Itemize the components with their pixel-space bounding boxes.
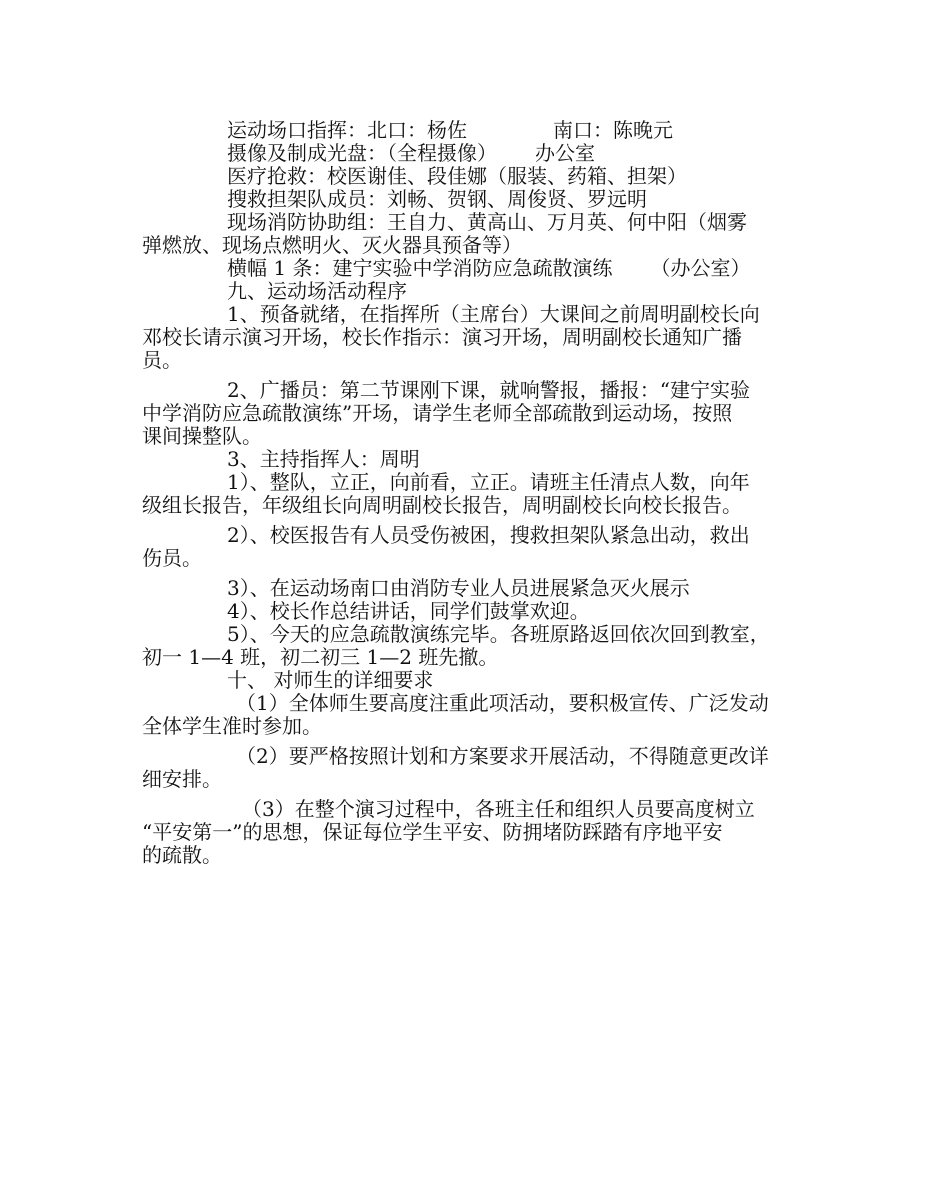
line-rescue-team: 搜救担架队成员：刘畅、贺钢、周俊贤、罗远明 [227,187,647,211]
video-text: 摄像及制成光盘：（全程摄像） [227,141,497,165]
req-2-line-1: （2）要严格按照计划和方案要求开展活动，不得随意更改详 [236,744,769,768]
section-heading-nine: 九、运动场活动程序 [227,279,407,303]
para-6: 3）、在运动场南口由消防专业人员进展紧急灭火展示 [227,576,690,600]
req-1-line-1: （1）全体师生要高度注重此项活动，要积极宣传、广泛发动 [236,691,769,715]
para-5-line-1: 2）、校医报告有人员受伤被困，搜救担架队紧急出动，救出 [227,523,750,547]
para-4-line-2: 级组长报告，年级组长向周明副校长报告，周明副校长向校长报告。 [142,493,742,517]
para-5-line-2: 伤员。 [142,546,202,570]
section-heading-ten: 十、 对师生的详细要求 [227,668,434,692]
para-1-line-3: 员。 [142,348,182,372]
banner-office-text: （办公室） [650,256,751,280]
para-7: 4）、校长作总结讲话，同学们鼓掌欢迎。 [227,599,590,623]
para-3: 3、主持指挥人：周明 [227,447,420,471]
req-3-line-2: “平安第一”的思想，保证每位学生平安、防拥堵防踩踏有序地平安 [142,820,723,844]
para-8-line-1: 5）、今天的应急疏散演练完毕。各班原路返回依次回到教室， [227,622,770,646]
para-2-line-1: 2、广播员：第二节课刚下课，就响警报，播报：“建宁实验 [227,378,750,402]
para-2-line-2: 中学消防应急疏散演练”开场，请学生老师全部疏散到运动场，按照 [142,401,733,425]
north-gate-text: 运动场口指挥：北口：杨佐 [227,118,467,142]
south-gate-text: 南口：陈晚元 [553,118,673,142]
line-field-commanders [142,119,832,142]
para-1-line-2: 邓校长请示演习开场，校长作指示：演习开场，周明副校长通知广播 [142,325,742,349]
para-1-line-1: 1、预备就绪，在指挥所（主席台）大课间之前周明副校长向 [227,302,760,326]
para-4-line-1: 1）、整队，立正，向前看，立正。请班主任清点人数，向年 [227,470,750,494]
line-medical: 医疗抢救：校医谢佳、段佳娜（服装、药箱、担架） [227,164,687,188]
line-banner [142,257,832,280]
banner-text: 横幅 1 条：建宁实验中学消防应急疏散演练 [227,256,613,280]
video-office-text: 办公室 [535,141,595,165]
line-fire-assist: 现场消防协助组：王自力、黄高山、万月英、何中阳（烟雾 [227,210,747,234]
para-8-line-2: 初一 1—4 班，初二初三 1—2 班先撤。 [142,645,499,669]
line-video [142,142,832,165]
para-2-line-3: 课间操整队。 [142,424,262,448]
req-1-line-2: 全体学生准时参加。 [142,714,322,738]
req-3-line-3: 的疏散。 [142,843,222,867]
document-page [142,119,832,867]
line-fire-assist-cont: 弹燃放、现场点燃明火、灭火器具预备等） [142,233,522,257]
req-3-line-1: （3）在整个演习过程中，各班主任和组织人员要高度树立 [242,797,755,821]
req-2-line-2: 细安排。 [142,767,222,791]
